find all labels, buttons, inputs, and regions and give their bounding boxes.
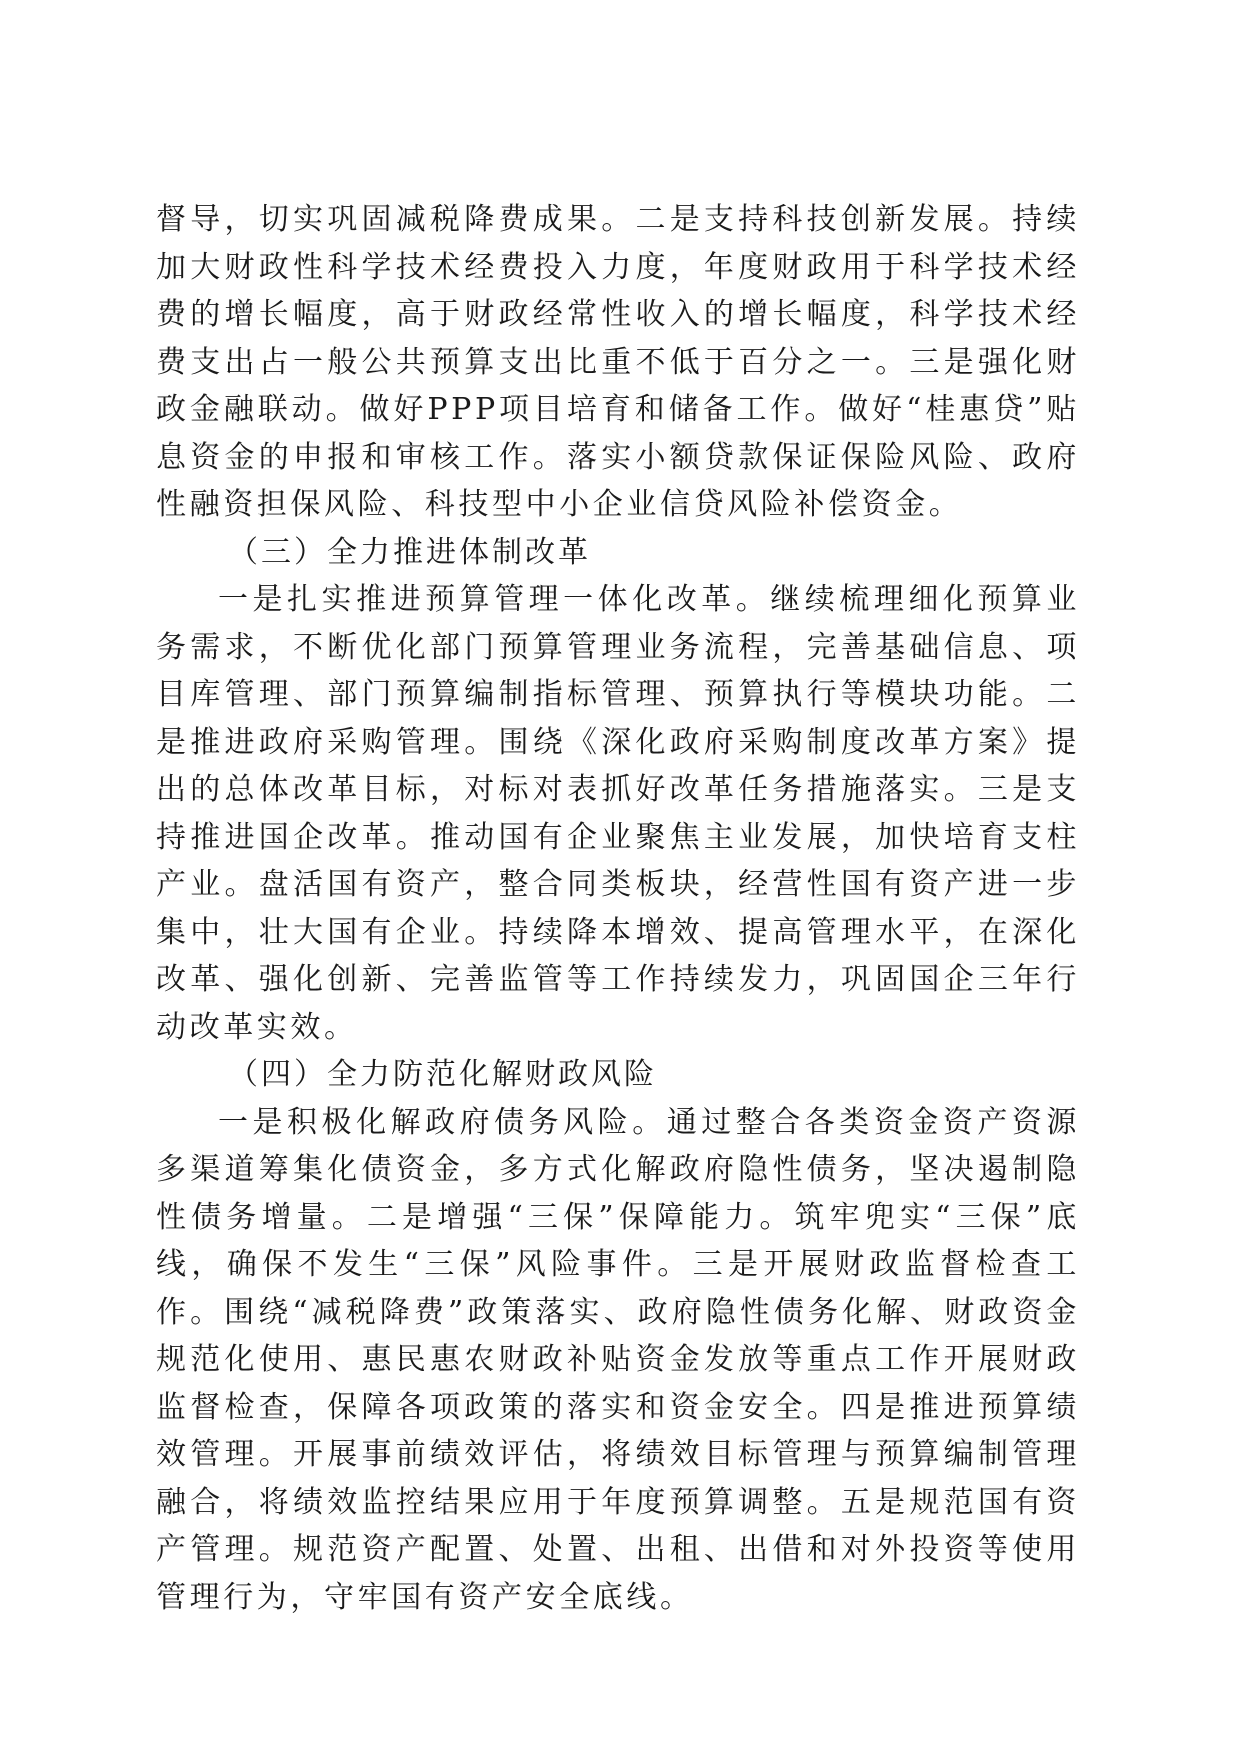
document-page xyxy=(156,196,1080,1621)
paragraph-system-reform: 一是扎实推进预算管理一体化改革。继续梳理细化预算业务需求，不断优化部门预算管理业务流程，完善基础信息、项目库管理、部门预算编制指标管理、预算执行等模块功能。二是推进政府采购管理。围绕《深化政府采购制度改革方案》提出的总体改革目标，对标对表抓好改革任务措施落实。三是支持推进国企改革。推动国有企业聚焦主业发展，加快培育支柱产业。盘活国有资产，整合同类板块，经营性国有资产进一步集中，壮大国有企业。持续降本增效、提高管理水平，在深化改革、强化创新、完善监管等工作持续发力，巩固国企三年行动改革实效。 xyxy=(156,582,1080,1045)
section-heading-fiscal-risk: （四）全力防范化解财政风险 xyxy=(228,1057,657,1092)
section-heading-system-reform: （三）全力推进体制改革 xyxy=(228,534,591,570)
paragraph-fiscal-risk: 一是积极化解政府债务风险。通过整合各类资金资产资源多渠道筹集化债资金，多方式化解政府隐性债务，坚决遏制隐性债务增量。二是增强“三保”保障能力。筑牢兜实“三保”底线，确保不发生“三保”风险事件。三是开展财政监督检查工作。围绕“减税降费”政策落实、政府隐性债务化解、财政资金规范化使用、惠民惠农财政补贴资金发放等重点工作开展财政监督检查，保障各项政策的落实和资金安全。四是推进预算绩效管理。开展事前绩效评估，将绩效目标管理与预算编制管理融合，将绩效监控结果应用于年度预算调整。五是规范国有资产管理。规范资产配置、处置、出租、出借和对外投资等使用管理行为，守牢国有资产安全底线。 xyxy=(156,1104,1080,1615)
paragraph-fiscal-support-continued: 督导，切实巩固减税降费成果。二是支持科技创新发展。持续加大财政性科学技术经费投入力度，年度财政用于科学技术经费的增长幅度，高于财政经常性收入的增长幅度，科学技术经费支出占一般公共预算支出比重不低于百分之一。三是强化财政金融联动。做好PPP项目培育和储备工作。做好“桂惠贷”贴息资金的申报和审核工作。落实小额贷款保证保险风险、政府性融资担保风险、科技型中小企业信贷风险补偿资金。 xyxy=(156,202,1080,522)
